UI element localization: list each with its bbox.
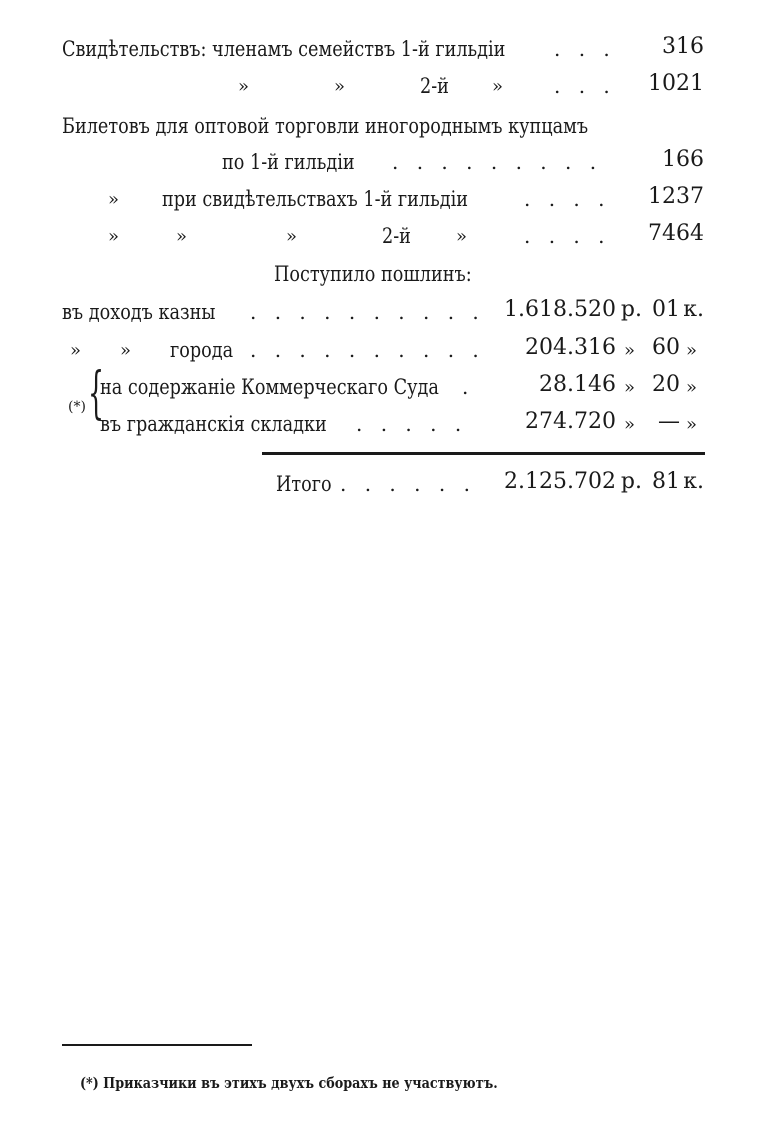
row-4-value: 166 <box>662 147 704 172</box>
duty-1-dots: . . . . . . . . . . <box>250 300 485 324</box>
total-dots: . . . . . . <box>340 472 476 496</box>
row-6-ditto-1: » <box>108 226 120 247</box>
duty-3-dots: . <box>462 375 475 399</box>
total-label: Итого <box>276 472 332 496</box>
duty-3-unit-r: » <box>624 377 636 398</box>
row-5-label: при свидѣтельствахъ 1-й гильдіи <box>162 187 468 211</box>
total-unit-k: к. <box>683 469 704 494</box>
row-4-dots: . . . . . . . . . <box>392 150 603 174</box>
row-6-guild: 2-й <box>382 224 411 248</box>
duty-4-dots: . . . . . <box>356 412 468 436</box>
total-kop: 81 <box>652 469 680 494</box>
duty-1-label: въ доходъ казны <box>62 300 216 324</box>
duty-3-label: на содержаніе Коммерческаго Суда <box>100 375 439 399</box>
row-6-value: 7464 <box>648 221 704 246</box>
row-3-label: Билетовъ для оптовой торговли иногороднымъ купцамъ <box>62 114 589 138</box>
row-6-ditto-2: » <box>176 226 188 247</box>
duty-3-kop: 20 <box>652 372 680 397</box>
duty-1-amount: 1.618.520 <box>504 297 616 322</box>
duties-heading: Поступило пошлинъ: <box>274 262 472 286</box>
duty-3-unit-k: » <box>686 377 698 398</box>
row-6-ditto-4: » <box>456 226 468 247</box>
duty-4-amount: 274.720 <box>525 409 616 434</box>
row-2-guild: 2-й <box>420 74 449 98</box>
row-2-dots: . . . <box>554 74 616 98</box>
duty-2-label: города <box>170 338 234 362</box>
duty-1-kop: 01 <box>652 297 680 322</box>
duty-4-unit-k: » <box>686 414 698 435</box>
total-amount: 2.125.702 <box>504 469 616 494</box>
total-unit-r: р. <box>620 469 642 494</box>
row-1-dots: . . . <box>554 37 616 61</box>
footnote-marker: (*) <box>68 399 86 415</box>
duty-2-unit-k: » <box>686 340 698 361</box>
total-rule <box>262 452 705 455</box>
duty-2-unit-r: » <box>624 340 636 361</box>
duty-3-amount: 28.146 <box>539 372 616 397</box>
duty-2-amount: 204.316 <box>525 335 616 360</box>
footnote-text: (*) Приказчики въ этихъ двухъ сборахъ не участвуютъ. <box>80 1074 498 1092</box>
row-1-label: Свидѣтельствъ: членамъ семействъ 1-й гильдіи <box>62 37 506 61</box>
duty-1-unit-r: р. <box>620 297 642 322</box>
duty-2-dots: . . . . . . . . . . <box>250 338 485 362</box>
duty-2-kop: 60 <box>652 335 680 360</box>
row-2-ditto-1: » <box>238 76 250 97</box>
row-1-value: 316 <box>662 34 704 59</box>
duty-4-label: въ гражданскія складки <box>100 412 327 436</box>
row-5-dots: . . . . <box>524 187 611 211</box>
duty-4-unit-r: » <box>624 414 636 435</box>
row-6-dots: . . . . <box>524 224 611 248</box>
row-6-ditto-3: » <box>286 226 298 247</box>
row-5-ditto-1: » <box>108 189 120 210</box>
row-2-ditto-2: » <box>334 76 346 97</box>
duty-4-kop: — <box>658 409 680 434</box>
duty-2-ditto-2: » <box>120 340 132 361</box>
row-2-ditto-3: » <box>492 76 504 97</box>
duty-1-unit-k: к. <box>683 297 704 322</box>
row-2-value: 1021 <box>648 71 704 96</box>
brace-bracket: { <box>88 361 105 426</box>
footnote-rule <box>62 1044 252 1046</box>
row-4-label: по 1-й гильдіи <box>222 150 355 174</box>
duty-2-ditto-1: » <box>70 340 82 361</box>
row-5-value: 1237 <box>648 184 704 209</box>
